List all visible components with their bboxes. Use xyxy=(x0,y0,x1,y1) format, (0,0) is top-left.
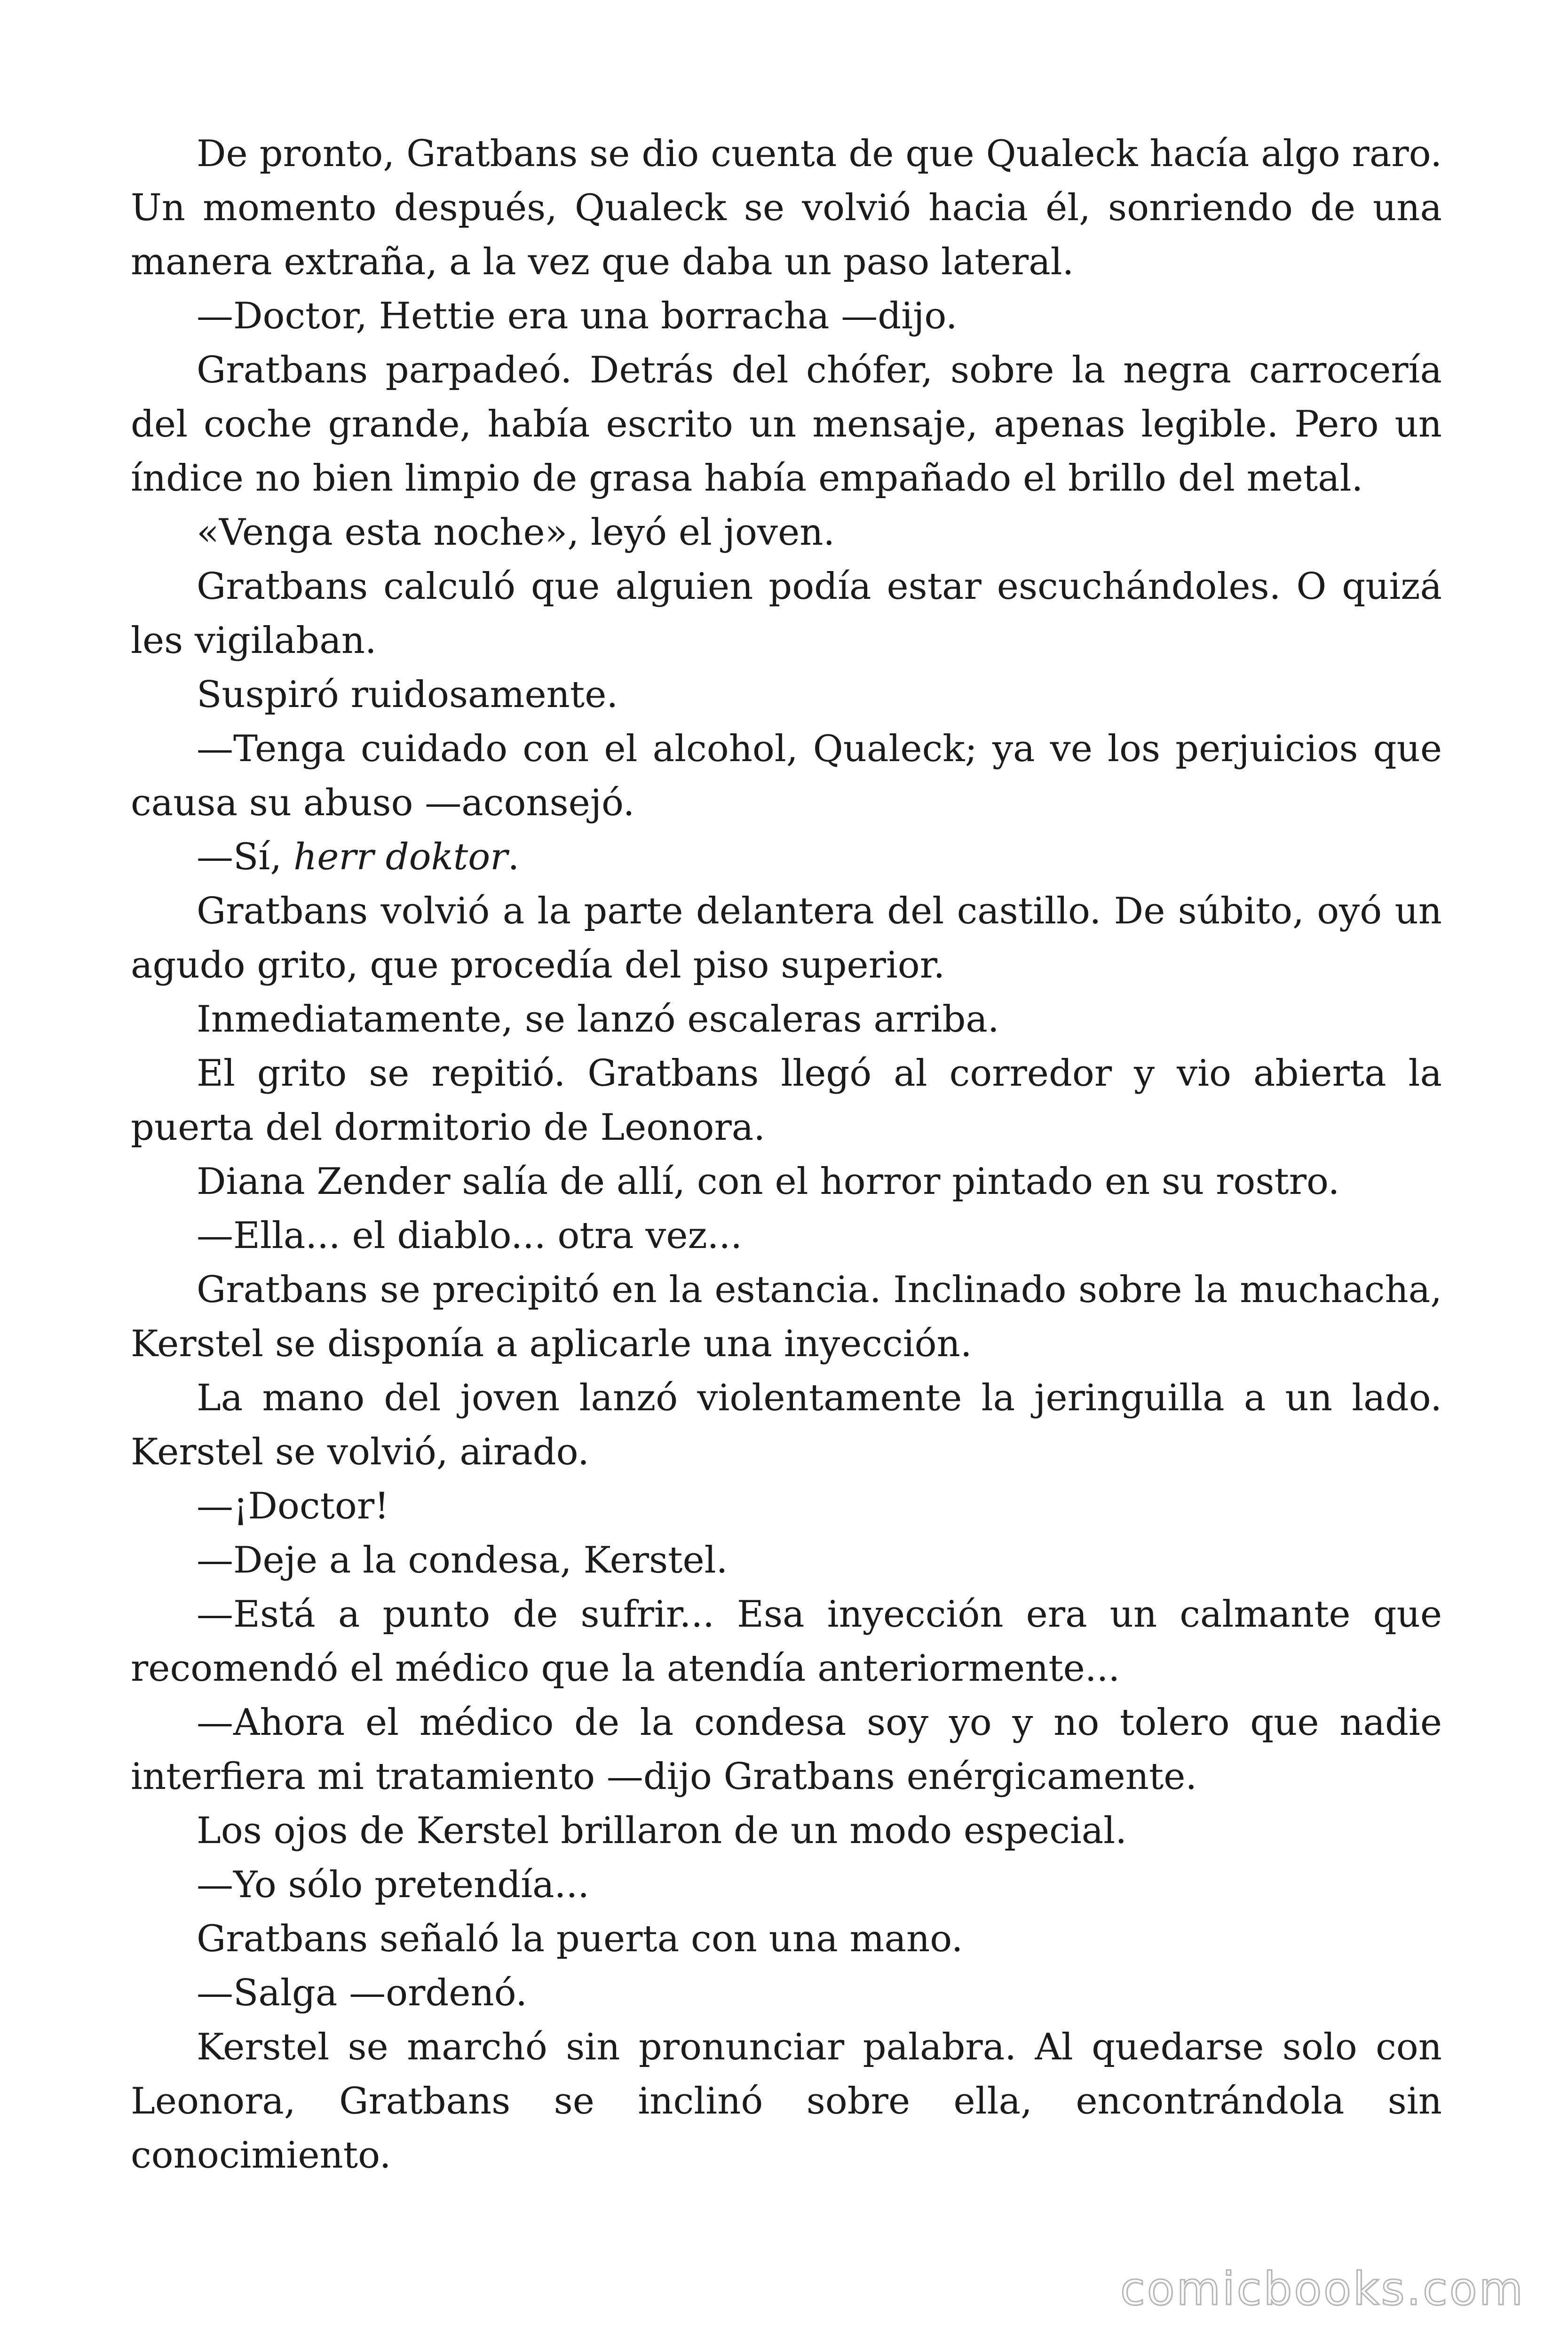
paragraph: —Ella... el diablo... otra vez... xyxy=(197,1215,743,1257)
paragraph: Diana Zender salía de allí, con el horror pintado en su rostro. xyxy=(197,1160,1340,1203)
paragraph: Los ojos de Kerstel brillaron de un modo especial. xyxy=(197,1810,1127,1852)
paragraph: —Está a punto de sufrir... Esa inyección era un calmante que recomendó el médico que la atendía anteriormente... xyxy=(131,1593,1442,1690)
paragraph: Suspiró ruidosamente. xyxy=(197,674,618,716)
page-text xyxy=(131,127,1442,2183)
paragraph: —Deje a la condesa, Kerstel. xyxy=(197,1539,728,1581)
paragraph: —Doctor, Hettie era una borracha —dijo. xyxy=(197,295,958,337)
paragraph: Gratbans señaló la puerta con una mano. xyxy=(197,1918,963,1960)
paragraph-text: . xyxy=(507,836,520,878)
italic-phrase: herr doktor xyxy=(293,836,508,878)
watermark: comicbooks.com xyxy=(1120,2263,1525,2315)
paragraph: —Yo sólo pretendía... xyxy=(197,1864,590,1906)
paragraph: —Ahora el médico de la condesa soy yo y no tolero que nadie interfiera mi tratamiento —dijo Gratbans enérgicamente. xyxy=(131,1701,1442,1798)
paragraph: —¡Doctor! xyxy=(197,1485,389,1527)
paragraph: De pronto, Gratbans se dio cuenta de que Qualeck hacía algo raro. Un momento después, Qualeck se volvió hacia él, sonriendo de una manera extraña, a la vez que daba un paso lateral. xyxy=(131,133,1442,283)
paragraph: Gratbans calculó que alguien podía estar escuchándoles. O quizá les vigilaban. xyxy=(131,565,1442,662)
paragraph: Kerstel se marchó sin pronunciar palabra. Al quedarse solo con Leonora, Gratbans se inclinó sobre ella, encontrándola sin conocimiento. xyxy=(131,2026,1442,2177)
paragraph-italic xyxy=(131,830,1442,884)
paragraph: —Tenga cuidado con el alcohol, Qualeck; ya ve los perjuicios que causa su abuso —aconsejó. xyxy=(131,728,1442,824)
paragraph: La mano del joven lanzó violentamente la jeringuilla a un lado. Kerstel se volvió, airado. xyxy=(131,1377,1442,1473)
paragraph: «Venga esta noche», leyó el joven. xyxy=(197,511,835,554)
paragraph-text: —Sí, xyxy=(197,836,293,878)
paragraph: Gratbans se precipitó en la estancia. Inclinado sobre la muchacha, Kerstel se disponía a aplicarle una inyección. xyxy=(131,1269,1442,1365)
paragraph: —Salga —ordenó. xyxy=(197,1972,528,2014)
paragraph: Gratbans parpadeó. Detrás del chófer, sobre la negra carrocería del coche grande, había escrito un mensaje, apenas legible. Pero un índice no bien limpio de grasa había empañado el brillo del metal. xyxy=(131,349,1442,500)
paragraph: El grito se repitió. Gratbans llegó al corredor y vio abierta la puerta del dormitorio de Leonora. xyxy=(131,1052,1442,1149)
paragraph: Inmediatamente, se lanzó escaleras arriba. xyxy=(197,998,999,1041)
paragraph: Gratbans volvió a la parte delantera del castillo. De súbito, oyó un agudo grito, que procedía del piso superior. xyxy=(131,890,1442,986)
